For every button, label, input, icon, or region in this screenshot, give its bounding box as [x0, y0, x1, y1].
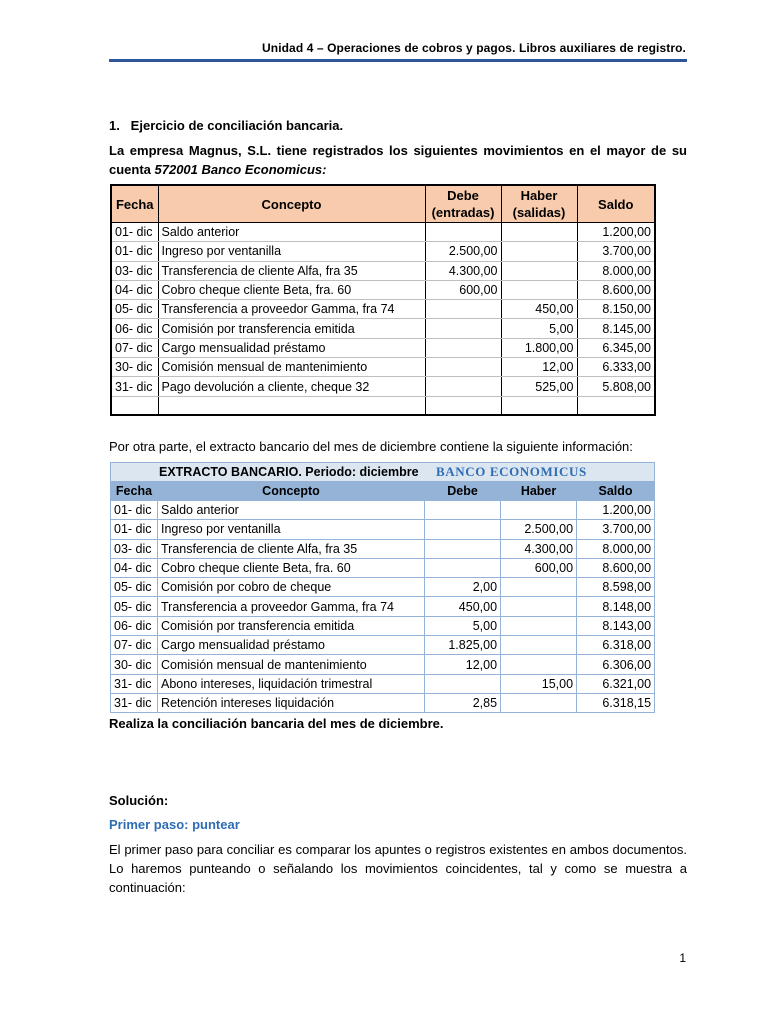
statement-cell-haber	[501, 578, 577, 597]
ledger-cell-debe	[425, 300, 501, 319]
ledger-cell-fecha: 01- dic	[111, 223, 158, 242]
statement-cell-concepto: Comisión por transferencia emitida	[158, 616, 425, 635]
statement-cell-fecha: 31- dic	[111, 693, 158, 712]
ledger-cell-saldo: 3.700,00	[577, 242, 655, 261]
table-row	[111, 223, 655, 242]
statement-cell-fecha: 31- dic	[111, 674, 158, 693]
table-row	[111, 501, 655, 520]
ledger-cell-concepto: Saldo anterior	[158, 223, 425, 242]
ledger-cell-fecha: 03- dic	[111, 261, 158, 280]
ledger-cell-haber	[501, 280, 577, 299]
statement-cell-debe: 1.825,00	[425, 636, 501, 655]
ledger-cell-haber: 450,00	[501, 300, 577, 319]
page-header: Unidad 4 – Operaciones de cobros y pagos. Libros auxiliares de registro.	[262, 41, 686, 55]
table-row	[111, 280, 655, 299]
task-text: Realiza la conciliación bancaria del mes de diciembre.	[109, 716, 444, 731]
statement-cell-haber	[501, 501, 577, 520]
statement-cell-haber	[501, 597, 577, 616]
statement-cell-fecha: 01- dic	[111, 520, 158, 539]
statement-cell-fecha: 07- dic	[111, 636, 158, 655]
ledger-cell-debe	[425, 319, 501, 338]
exercise-intro-text: La empresa Magnus, S.L. tiene registrados los siguientes movimientos en el mayor de su cuenta	[109, 143, 687, 177]
ledger-cell-haber: 525,00	[501, 377, 577, 396]
ledger-cell-concepto: Cobro cheque cliente Beta, fra. 60	[158, 280, 425, 299]
table-row	[111, 358, 655, 377]
ledger-header-row	[111, 185, 655, 223]
exercise-intro	[109, 141, 687, 179]
statement-cell-haber	[501, 616, 577, 635]
statement-cell-debe: 5,00	[425, 616, 501, 635]
statement-cell-debe: 12,00	[425, 655, 501, 674]
statement-cell-fecha: 30- dic	[111, 655, 158, 674]
statement-header-row	[111, 482, 655, 501]
statement-cell-debe	[425, 539, 501, 558]
statement-cell-fecha: 05- dic	[111, 578, 158, 597]
statement-cell-saldo: 8.143,00	[577, 616, 655, 635]
statement-cell-saldo: 8.148,00	[577, 597, 655, 616]
ledger-cell-saldo: 8.150,00	[577, 300, 655, 319]
table-row	[111, 655, 655, 674]
solution-label: Solución:	[109, 793, 169, 808]
ledger-cell-concepto: Cargo mensualidad préstamo	[158, 338, 425, 357]
ledger-cell-haber: 1.800,00	[501, 338, 577, 357]
statement-cell-debe	[425, 674, 501, 693]
step-title: Primer paso: puntear	[109, 817, 240, 832]
statement-cell-concepto: Abono intereses, liquidación trimestral	[158, 674, 425, 693]
ledger-cell-saldo: 8.145,00	[577, 319, 655, 338]
table-row	[111, 636, 655, 655]
table-row-empty	[111, 396, 655, 415]
statement-cell-saldo: 3.700,00	[577, 520, 655, 539]
statement-cell-saldo: 8.598,00	[577, 578, 655, 597]
ledger-cell-haber	[501, 223, 577, 242]
ledger-header-debe: Debe (entradas)	[425, 185, 501, 223]
statement-header-fecha: Fecha	[111, 482, 158, 501]
ledger-cell-debe	[425, 223, 501, 242]
table-row	[111, 578, 655, 597]
statement-cell-debe	[425, 501, 501, 520]
ledger-cell-fecha: 07- dic	[111, 338, 158, 357]
statement-cell-saldo: 1.200,00	[577, 501, 655, 520]
ledger-cell-debe: 600,00	[425, 280, 501, 299]
statement-cell-haber	[501, 636, 577, 655]
statement-cell-fecha: 05- dic	[111, 597, 158, 616]
table-row	[111, 597, 655, 616]
table-row	[111, 674, 655, 693]
ledger-cell-debe	[425, 338, 501, 357]
statement-cell-debe: 2,85	[425, 693, 501, 712]
statement-cell-debe: 450,00	[425, 597, 501, 616]
statement-cell-haber: 15,00	[501, 674, 577, 693]
statement-cell-concepto: Ingreso por ventanilla	[158, 520, 425, 539]
statement-intro: Por otra parte, el extracto bancario del mes de diciembre contiene la siguiente información:	[109, 439, 633, 454]
statement-cell-concepto: Transferencia a proveedor Gamma, fra 74	[158, 597, 425, 616]
statement-header-concepto: Concepto	[158, 482, 425, 501]
statement-cell-fecha: 03- dic	[111, 539, 158, 558]
statement-cell-debe	[425, 558, 501, 577]
statement-cell-haber: 4.300,00	[501, 539, 577, 558]
table-row	[111, 261, 655, 280]
statement-cell-haber: 2.500,00	[501, 520, 577, 539]
ledger-cell-fecha: 04- dic	[111, 280, 158, 299]
bank-name: BANCO ECONOMICUS	[436, 464, 587, 479]
ledger-header-haber: Haber (salidas)	[501, 185, 577, 223]
ledger-cell-saldo: 1.200,00	[577, 223, 655, 242]
statement-cell-debe	[425, 520, 501, 539]
statement-title-row	[111, 463, 655, 482]
ledger-cell-haber	[501, 261, 577, 280]
ledger-header-concepto: Concepto	[158, 185, 425, 223]
statement-cell-concepto: Cargo mensualidad préstamo	[158, 636, 425, 655]
table-row	[111, 693, 655, 712]
ledger-cell-haber: 12,00	[501, 358, 577, 377]
statement-cell-concepto: Retención intereses liquidación	[158, 693, 425, 712]
ledger-table	[110, 184, 656, 416]
ledger-cell-debe: 2.500,00	[425, 242, 501, 261]
table-row	[111, 319, 655, 338]
ledger-cell-concepto: Comisión por transferencia emitida	[158, 319, 425, 338]
page-number: 1	[679, 951, 686, 965]
exercise-title: 1. Ejercicio de conciliación bancaria.	[109, 118, 344, 133]
ledger-cell-saldo: 6.333,00	[577, 358, 655, 377]
statement-cell-concepto: Saldo anterior	[158, 501, 425, 520]
table-row	[111, 558, 655, 577]
ledger-cell-haber	[501, 242, 577, 261]
statement-cell-saldo: 8.000,00	[577, 539, 655, 558]
ledger-cell-fecha: 01- dic	[111, 242, 158, 261]
table-row	[111, 338, 655, 357]
statement-cell-haber	[501, 693, 577, 712]
statement-cell-fecha: 06- dic	[111, 616, 158, 635]
statement-cell-saldo: 6.318,00	[577, 636, 655, 655]
table-row	[111, 616, 655, 635]
statement-header-haber: Haber	[501, 482, 577, 501]
ledger-header-fecha: Fecha	[111, 185, 158, 223]
ledger-header-saldo: Saldo	[577, 185, 655, 223]
ledger-cell-debe	[425, 358, 501, 377]
table-row	[111, 242, 655, 261]
statement-header-debe: Debe	[425, 482, 501, 501]
ledger-cell-debe: 4.300,00	[425, 261, 501, 280]
ledger-cell-saldo: 8.600,00	[577, 280, 655, 299]
header-rule	[109, 59, 687, 62]
ledger-cell-concepto: Transferencia a proveedor Gamma, fra 74	[158, 300, 425, 319]
ledger-cell-fecha: 30- dic	[111, 358, 158, 377]
statement-cell-concepto: Cobro cheque cliente Beta, fra. 60	[158, 558, 425, 577]
ledger-cell-saldo: 6.345,00	[577, 338, 655, 357]
ledger-cell-fecha: 31- dic	[111, 377, 158, 396]
ledger-cell-debe	[425, 377, 501, 396]
ledger-cell-saldo: 8.000,00	[577, 261, 655, 280]
statement-title: EXTRACTO BANCARIO. Periodo: diciembre	[159, 465, 419, 479]
ledger-cell-concepto: Transferencia de cliente Alfa, fra 35	[158, 261, 425, 280]
statement-cell-fecha: 01- dic	[111, 501, 158, 520]
ledger-cell-fecha: 06- dic	[111, 319, 158, 338]
statement-cell-concepto: Transferencia de cliente Alfa, fra 35	[158, 539, 425, 558]
bank-statement-table	[110, 462, 655, 713]
statement-cell-saldo: 6.306,00	[577, 655, 655, 674]
statement-cell-haber: 600,00	[501, 558, 577, 577]
statement-cell-saldo: 6.318,15	[577, 693, 655, 712]
statement-cell-saldo: 6.321,00	[577, 674, 655, 693]
table-row	[111, 377, 655, 396]
table-row	[111, 300, 655, 319]
table-row	[111, 520, 655, 539]
ledger-cell-concepto: Ingreso por ventanilla	[158, 242, 425, 261]
ledger-cell-haber: 5,00	[501, 319, 577, 338]
statement-header-saldo: Saldo	[577, 482, 655, 501]
statement-cell-concepto: Comisión por cobro de cheque	[158, 578, 425, 597]
table-row	[111, 539, 655, 558]
statement-cell-debe: 2,00	[425, 578, 501, 597]
step-text: El primer paso para conciliar es comparar los apuntes o registros existentes en ambos documentos. Lo haremos punteando o señalando los movimientos coincidentes, tal y como se muestra a continuación:	[109, 842, 687, 895]
statement-cell-haber	[501, 655, 577, 674]
statement-cell-fecha: 04- dic	[111, 558, 158, 577]
statement-cell-saldo: 8.600,00	[577, 558, 655, 577]
ledger-cell-concepto: Comisión mensual de mantenimiento	[158, 358, 425, 377]
statement-cell-concepto: Comisión mensual de mantenimiento	[158, 655, 425, 674]
ledger-cell-fecha: 05- dic	[111, 300, 158, 319]
ledger-cell-saldo: 5.808,00	[577, 377, 655, 396]
account-name: 572001 Banco Economicus:	[154, 162, 327, 177]
ledger-cell-concepto: Pago devolución a cliente, cheque 32	[158, 377, 425, 396]
